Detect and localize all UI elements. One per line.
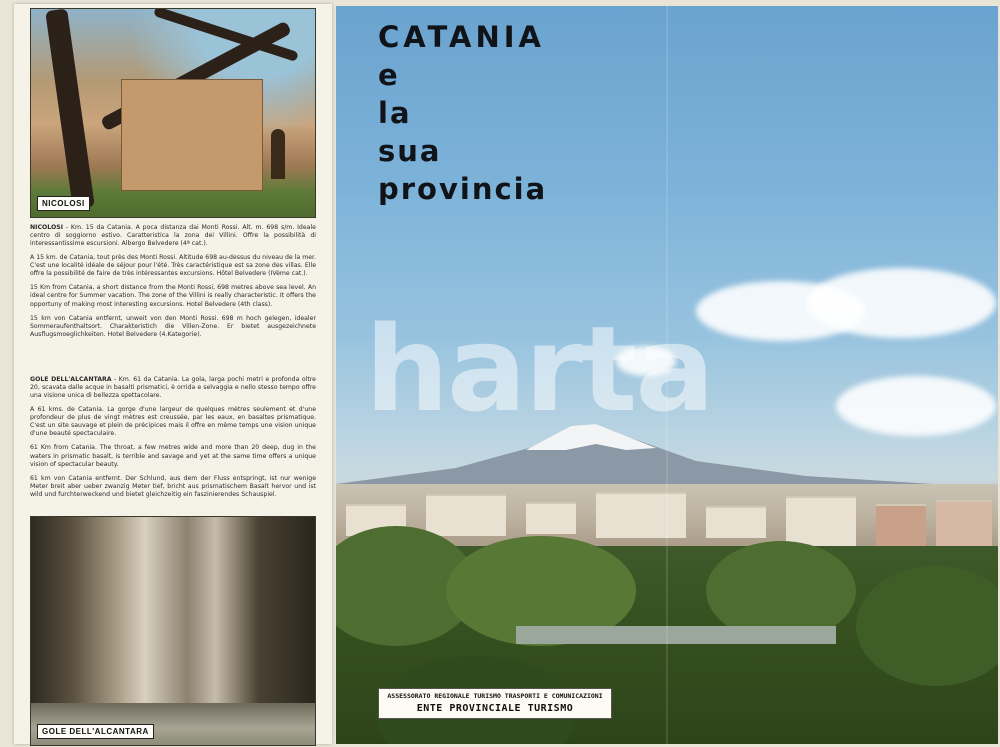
- nicolosi-photo: [30, 8, 316, 218]
- building: [786, 496, 856, 548]
- nicolosi-en: 15 Km from Catania, a short distance from the Monti Rossi, 698 metres above sea level. An ideal centre for Summer vacation. The zone of the Villini is really characteristic. It offers the opportuny of making most interesting excursions. Hotel Belvedere (4th class).: [30, 284, 316, 308]
- title-line: CATANIA: [378, 20, 545, 54]
- left-brochure-panel: [14, 4, 332, 744]
- alcantara-photo: [30, 516, 316, 746]
- alcantara-en: 61 Km from Catania. The throat, a few metres wide and more than 20 deep, dug in the waters in prismatic basalt, is terrible and savage and yet at the same time offers a unique vision of spectacular beauty.: [30, 444, 316, 468]
- nicolosi-de: 15 km von Catania entfernt, unweit von den Monti Rossi. 698 m hoch gelegen, idealer Sommeraufenthaltsort. Charakteristich die Villen-Zone. Er bietet ausgezeichnete Ausflugsmoeglichkeiten. Hotel Belvedere (4.Kategorie).: [30, 314, 316, 338]
- alcantara-fr: A 61 kms. de Catania. La gorge d'une largeur de quelques mètres seulement et d'une profondeur de plus de vingt mètres est creussée, par les eaux, en basaltes prismatique. C'est un site sauvage et plein de précipices mais il offre en même temps une vision unique d'une beauté spectaculaire.: [30, 406, 316, 438]
- publisher-line-1: ASSESSORATO REGIONALE TURISMO TRASPORTI E COMUNICAZIONI: [387, 692, 603, 700]
- arched-doorway: [271, 129, 285, 179]
- photo-caption: NICOLOSI: [37, 196, 90, 211]
- photo-caption: GOLE DELL'ALCANTARA: [37, 724, 154, 739]
- building: [426, 494, 506, 536]
- alcantara-description: [30, 376, 316, 505]
- publisher-label: [378, 688, 612, 719]
- building: [706, 506, 766, 538]
- title-line: sua: [378, 134, 442, 168]
- title-line: la: [378, 96, 412, 130]
- building: [526, 502, 576, 534]
- tree-trunk: [45, 8, 95, 209]
- title-line: provincia: [378, 172, 548, 206]
- nicolosi-fr: A 15 km. de Catania, tout près des Monti Rossi. Altitude 698 au-dessus du niveau de la mer. C'est une localité idéale de séjour pour l'été. Très caractéristique est sa zone des villas. Elle offre la possibilité de faire de très intéressantes excursions. Hôtel Belvedere (IVème cat.).: [30, 254, 316, 278]
- building: [596, 492, 686, 538]
- alcantara-de: 61 km von Catania entfernt. Der Schlund, aus dem der Fluss entspringt, ist nur wenige Meter breit aber ueber zwanzig Meter tief, bricht aus prismatischem Basalt hervor und ist wild und furchterweckend und bietet gleichzeitig ein faszinierendes Schauspiel.: [30, 474, 316, 498]
- section-heading: GOLE DELL'ALCANTARA: [30, 376, 112, 383]
- nicolosi-description: [30, 224, 316, 345]
- publisher-line-2: ENTE PROVINCIALE TURISMO: [416, 703, 574, 714]
- tree-canopy: [856, 566, 998, 686]
- park-path: [516, 626, 836, 644]
- cover-title: [378, 18, 547, 208]
- nicolosi-it: NICOLOSI - Km. 15 da Catania. A poca distanza dai Monti Rossi. Alt. m. 698 s/m. Ideale centro di soggiorno estivo. Caratteristica la zona dei Villini. Offre la possibilità di interessantissime escursioni. Albergo Belvedere (4ª cat.).: [30, 224, 316, 248]
- building: [936, 500, 992, 546]
- building: [121, 79, 263, 191]
- watermark: harta: [365, 300, 713, 438]
- building: [876, 504, 926, 546]
- alcantara-it: GOLE DELL'ALCANTARA - Km. 61 da Catania. La gola, larga pochi metri e profonda oltre 20, scavata dalle acque in basalti prismatici, è orrida e selvaggia e nello stesso tempo offre una visione unica di bellezza spettacolare.: [30, 376, 316, 400]
- section-heading: NICOLOSI: [30, 224, 64, 231]
- title-line: e: [378, 58, 400, 92]
